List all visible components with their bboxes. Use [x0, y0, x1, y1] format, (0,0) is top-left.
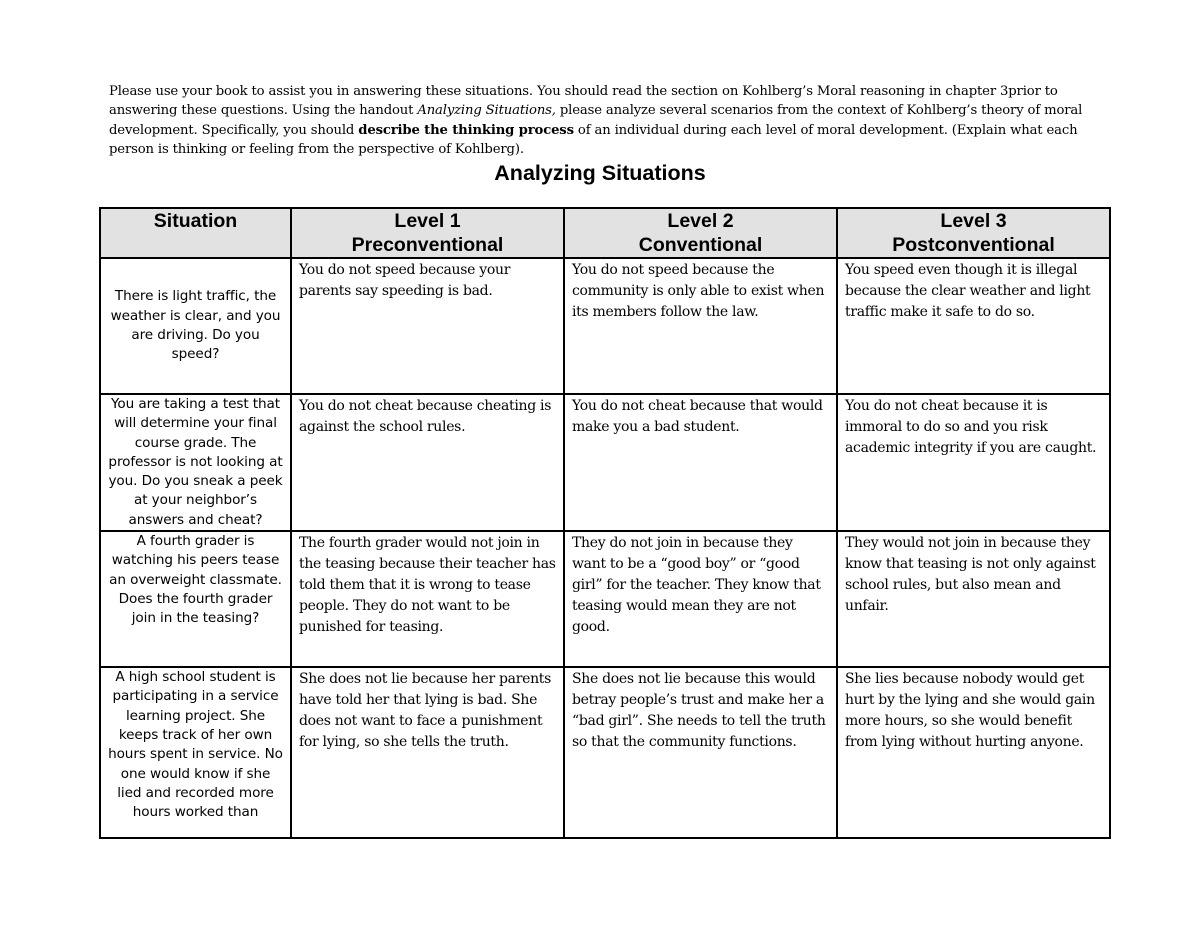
level-3-cell: They would not join in because they know that teasing is not only against school rules, but also mean and unfair.: [837, 531, 1110, 667]
level-1-cell: You do not speed because your parents say speeding is bad.: [291, 258, 564, 394]
level-3-cell: She lies because nobody would get hurt by the lying and she would gain more hours, so she would benefit from lying without hurting anyone.: [837, 667, 1110, 838]
situation-cell: A high school student is participating in a service learning project. She keeps track of her own hours spent in service. No one would know if she lied and recorded more hours worked than: [100, 667, 291, 838]
level-2-cell: You do not cheat because that would make you a bad student.: [564, 394, 837, 531]
level-2-cell: They do not join in because they want to be a “good boy” or “good girl” for the teacher. They know that teasing would mean they are not good.: [564, 531, 837, 667]
header-level-1: Level 1 Preconventional: [291, 208, 564, 258]
instructions-emphasis: describe the thinking process: [358, 122, 574, 138]
situations-table: [99, 207, 1111, 839]
document-title: Analyzing Situations: [494, 161, 706, 185]
instructions-text-3: of an individual during each level of moral development. (Explain what each person is thinking or feeling from the perspective of Kohlberg).: [109, 122, 1078, 157]
handout-title: Analyzing Situations,: [417, 103, 556, 119]
table-row: [100, 258, 1110, 394]
header-situation: Situation: [100, 208, 291, 258]
table-row: [100, 394, 1110, 531]
level-1-cell: You do not cheat because cheating is against the school rules.: [291, 394, 564, 531]
level-3-cell: You speed even though it is illegal because the clear weather and light traffic make it safe to do so.: [837, 258, 1110, 394]
level-3-cell: You do not cheat because it is immoral to do so and you risk academic integrity if you are caught.: [837, 394, 1110, 531]
situation-cell: A fourth grader is watching his peers tease an overweight classmate. Does the fourth grader join in the teasing?: [100, 531, 291, 667]
table-row: [100, 531, 1110, 667]
level-2-cell: You do not speed because the community is only able to exist when its members follow the law.: [564, 258, 837, 394]
instructions-paragraph: [109, 82, 1094, 159]
level-1-cell: She does not lie because her parents have told her that lying is bad. She does not want to face a punishment for lying, so she tells the truth.: [291, 667, 564, 838]
situation-cell: You are taking a test that will determine your final course grade. The professor is not looking at you. Do you sneak a peek at your neighbor’s answers and cheat?: [100, 394, 291, 531]
level-1-cell: The fourth grader would not join in the teasing because their teacher has told them that it is wrong to tease people. They do not want to be punished for teasing.: [291, 531, 564, 667]
instructions-text-2: please analyze several scenarios from the context of Kohlberg’s theory of moral development. Specifically, you should: [109, 103, 1083, 138]
header-level-2: Level 2 Conventional: [564, 208, 837, 258]
header-level-3: Level 3 Postconventional: [837, 208, 1110, 258]
situation-cell: There is light traffic, the weather is clear, and you are driving. Do you speed?: [100, 258, 291, 394]
table-row: [100, 667, 1110, 838]
instructions-text-1: Please use your book to assist you in answering these situations. You should read the section on Kohlberg’s Moral reasoning in chapter 3prior to answering these questions. Using the handout: [109, 84, 1058, 119]
level-2-cell: She does not lie because this would betray people’s trust and make her a “bad girl”. She needs to tell the truth so that the community functions.: [564, 667, 837, 838]
table-header-row: [100, 208, 1110, 258]
